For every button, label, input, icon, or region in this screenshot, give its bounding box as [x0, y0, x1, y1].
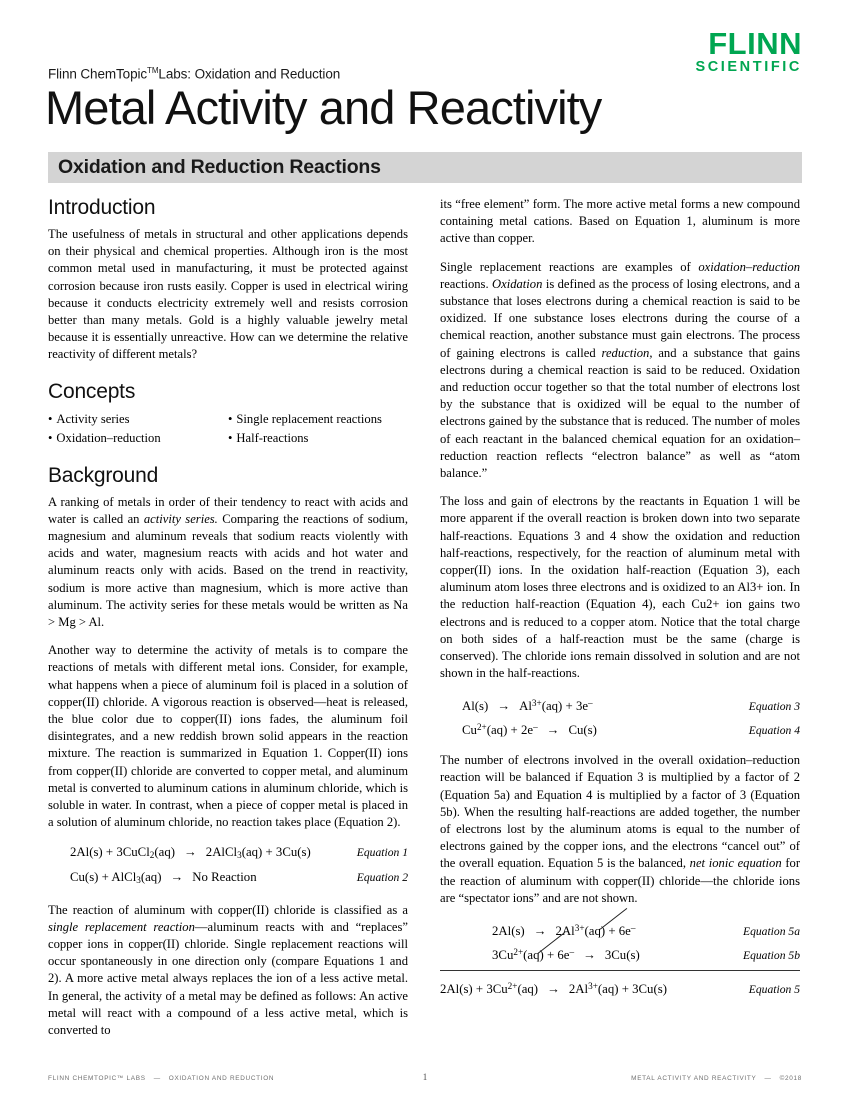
footer-separator: —	[764, 1075, 772, 1082]
eq4-reactant-charge: 2+	[476, 722, 487, 733]
bg-p1-a: A ranking of metals in order of their tendency to react with acids and water is called an	[48, 494, 408, 526]
concepts-list	[48, 410, 408, 448]
eq1-prod-formula-1: AlCl	[212, 845, 238, 860]
eq5a-plus: +	[608, 923, 616, 938]
eq1-prod-state-1: (aq)	[241, 845, 263, 860]
rp2-italic-1: oxidation–reduction	[698, 259, 800, 274]
equation-3-row	[440, 693, 800, 717]
left-column	[48, 196, 408, 1039]
list-item	[228, 410, 408, 429]
concept-label: Oxidation–reduction	[56, 430, 161, 445]
bg-p3-b: —aluminum reacts with and “replaces” copper ions in copper(II) chloride. Single replacement reactions will occur spontaneously in one direction only (compare Equations 1 and 2). A more active metal always replaces the ion of a less active metal. In general, the activity of a metal may be defined as follows: An active metal will react with a compound of a less active metal, which is converted to	[48, 919, 409, 1037]
page-title: Metal Activity and Reactivity	[45, 81, 602, 134]
reaction-arrow-icon: →	[533, 923, 547, 938]
rp2-b: reactions.	[440, 276, 493, 291]
eq4-reactant-formula: Cu	[462, 723, 477, 738]
eq5-plus-1: +	[475, 981, 484, 996]
concepts-column-2	[228, 410, 408, 448]
eq5-reactant-1: 2Al(s)	[440, 981, 473, 996]
eq5b-plus: +	[546, 947, 555, 962]
concept-label: Half-reactions	[236, 430, 309, 445]
eq5b-product: 3Cu(s)	[604, 947, 640, 962]
eq5a-reactant: 2Al(s)	[492, 923, 525, 938]
bg-p3-italic: single replacement reaction	[48, 919, 195, 934]
eq5-plus-2: +	[621, 981, 629, 996]
equation-1-label: Equation 1	[356, 846, 408, 860]
rp2-a: Single replacement reactions are examples of	[440, 259, 699, 274]
bullet-icon: •	[228, 430, 233, 445]
equation-5a-body	[440, 918, 635, 942]
right-paragraph-3: The loss and gain of electrons by the reactants in Equation 1 will be more apparent if the overall reaction is broken down into two separate half-reactions. Equations 3 and 4 show the oxidation and reduction half-reactions, respectively, for the reaction of aluminum metal with copper(II) ions. In the oxidation half-reaction (Equation 3), each aluminum atom loses three electrons and is oxidized to an Al3+ ion. In the reduction half-reaction (Equation 4), each Cu2+ ion gains two electrons and is reduced to a copper atom. Notice that the total charge on both sides of a half-reaction must be the same (charge is conserved). The chloride ions remain dissolved in solution and are not shown in the half-reactions.	[440, 494, 800, 681]
rp2-d: and a substance that gains electrons during a chemical reaction is said to be reduced. Oxidation and reduction occur together so that the total number of electrons lost by the substance that is oxidized will be equal to the number of electrons gained by the substance that is reduced. The number of moles of each reactant in the balanced chemical equation for an oxidation–reduction reaction reflects “electron balance” as well as “atom balance.”	[440, 345, 800, 481]
eq2-state: (aq)	[140, 869, 162, 884]
logo-tagline: SCIENTIFIC	[695, 59, 802, 75]
reaction-arrow-icon: →	[547, 981, 560, 996]
introduction-paragraph: The usefulness of metals in structural and other applications depends on their physical and chemical properties. Although iron is the most common metal used in manufacturing, it must be protected against corrosion because iron rusts easily. Copper is used in electrical wiring because it conducts electricity extremely well and resists corrosion better than many metals. Gold is a highly valuable jewelry metal because it is essentially unreactive. How can we determine the relative reactivity of different metals?	[48, 227, 408, 362]
eq3-electron-charge: –	[588, 698, 593, 709]
eq3-plus: +	[565, 699, 573, 714]
footer-copyright: ©2018	[779, 1075, 802, 1082]
reaction-arrow-icon: →	[183, 845, 197, 860]
eq5b-electrons: 6e	[557, 947, 570, 962]
footer-activity-title: METAL ACTIVITY AND REACTIVITY	[631, 1075, 757, 1082]
rp2-italic-2: Oxidation	[492, 276, 543, 291]
eq1-plus-2: +	[265, 845, 273, 860]
concepts-column-1	[48, 410, 228, 448]
eq2-reactant-1: Cu(s)	[70, 869, 99, 884]
heading-introduction: Introduction	[48, 196, 156, 219]
eq3-prod-formula: Al	[519, 699, 532, 714]
eq1-prod-coef-1: 2	[205, 845, 213, 860]
equation-4-label: Equation 4	[748, 724, 800, 738]
equation-5b-row	[440, 942, 800, 966]
eq2-product: No Reaction	[192, 869, 257, 884]
equation-5-row	[440, 976, 800, 1000]
eq4-electron-charge: –	[533, 722, 538, 733]
kicker-prefix: Flinn ChemTopic	[48, 66, 148, 82]
equation-5b-label: Equation 5b	[742, 948, 800, 962]
equation-2-label: Equation 2	[356, 870, 408, 884]
eq5-charge-2: 2+	[507, 980, 518, 991]
eq1-prod-sub-1: 3	[237, 850, 242, 861]
cancelled-electrons-5b	[557, 942, 574, 966]
equation-5b-body	[440, 942, 640, 966]
footer-topic: OXIDATION AND REDUCTION	[168, 1075, 275, 1082]
rp2-c: is defined as the process of losing electrons, and a substance that loses electrons during a chemical reaction is said to be oxidized. If one substance loses electrons during the course of a chemical reaction, another substance must gain electrons. The process of gaining electrons is called	[440, 276, 800, 360]
rp4-italic: net ionic equation	[689, 856, 782, 871]
footer-left	[48, 1075, 423, 1082]
bullet-icon: •	[228, 411, 233, 426]
equation-3-body	[440, 693, 593, 717]
reaction-arrow-icon: →	[546, 723, 560, 738]
eq2-formula: AlCl	[111, 869, 137, 884]
eq5a-electron-charge: –	[630, 923, 636, 934]
eq5-coef-2: 3	[486, 981, 493, 996]
eq5-formula-2: Cu	[492, 981, 508, 996]
eq5-prod-formula-1: Al	[575, 981, 589, 996]
equation-4-row	[440, 717, 800, 741]
eq5a-prod-charge: 3+	[574, 923, 585, 934]
eq3-prod-state: (aq)	[541, 699, 563, 714]
bullet-icon: •	[48, 411, 53, 426]
equation-5-label: Equation 5	[748, 982, 800, 996]
equation-5-body	[440, 976, 667, 1000]
footer-page-number: 1	[422, 1072, 428, 1082]
background-paragraph-2: Another way to determine the activity of metals is to compare the reactions of metals with different metal ions. Consider, for example, what happens when a piece of aluminum foil is placed in a solution of copper(II) chloride. A vigorous reaction is observed—heat is released, the blue color due to copper(II) ions fades, the aluminum foil disintegrates, and a new reddish brown solid appears in the reaction mixture. The reaction is summarized in Equation 1. Copper(II) ions from copper(II) chloride are converted to copper metal, and aluminum metal is converted to aluminum cations in aluminum chloride, which is soluble in water. In contrast, when a piece of copper metal is placed in a solution of aluminum chloride, no reaction takes place (Equation 2).	[48, 643, 408, 830]
reaction-arrow-icon: →	[497, 699, 511, 714]
equation-3-label: Equation 3	[748, 700, 800, 714]
bg-p1-b: Comparing the reactions of sodium, magnesium and aluminum reveals that sodium reacts violently with acids and water, magnesium reacts with acids and hot water and aluminum reacts only with acids. Based on the trend in reactivity, sodium is more active than magnesium, which is more active than aluminum. The activity series for these metals would be written as Na > Mg > Al.	[48, 511, 408, 630]
list-item	[48, 410, 228, 429]
eq2-sub: 3	[136, 874, 141, 885]
eq3-electrons: 3e	[575, 699, 589, 714]
eq5-product-2: 3Cu(s)	[632, 981, 667, 996]
equation-block-5	[440, 918, 800, 1000]
eq1-state-2: (aq)	[154, 845, 175, 860]
list-item	[228, 429, 408, 448]
equation-block-1-2	[48, 842, 408, 890]
eq5-prod-state-1: (aq)	[597, 981, 619, 996]
eq5a-prod-state: (aq)	[584, 923, 606, 938]
equation-sum-divider	[440, 970, 800, 971]
eq5b-formula: Cu	[498, 947, 514, 962]
eq4-plus: +	[510, 723, 518, 738]
right-paragraph-2	[440, 259, 800, 483]
kicker-suffix: Labs: Oxidation and Reduction	[158, 66, 341, 82]
background-paragraph-3	[48, 902, 408, 1040]
right-column	[440, 196, 800, 1011]
equation-2-body	[48, 867, 257, 891]
eq3-prod-charge: 3+	[531, 698, 542, 709]
footer-separator: —	[153, 1075, 161, 1082]
reaction-arrow-icon: →	[583, 947, 596, 962]
eq5a-prod-coef: 2	[555, 923, 562, 938]
equation-2-row	[48, 867, 408, 891]
rp4-a: The number of electrons involved in the overall oxidation–reduction reaction will be balanced if Equation 3 is multiplied by a factor of 2 (Equation 5a) and Equation 4 is multiplied by a factor of 3 (Equation 5b). When the resulting half-reactions are added together, the number of electrons lost by the aluminum atoms is equal to the number of electrons gained by the copper ions, and the electrons “cancel out” of the overall equation. Equation 5 is the balanced,	[440, 753, 800, 871]
list-item	[48, 429, 228, 448]
equation-block-3-4	[440, 693, 800, 741]
eq5a-electrons: 6e	[618, 923, 631, 938]
eq3-reactant: Al(s)	[462, 699, 489, 714]
eq4-electrons: 2e	[520, 723, 534, 738]
eq5-prod-coef-1: 2	[568, 981, 576, 996]
heading-concepts: Concepts	[48, 379, 136, 403]
equation-5a-label: Equation 5a	[742, 924, 800, 938]
trademark-symbol: TM	[147, 66, 159, 75]
footer-series: FLINN CHEMTOPIC™ LABS	[48, 1075, 146, 1082]
rp2-italic-3: reduction,	[601, 345, 653, 360]
page-footer	[48, 1072, 802, 1082]
logo-wordmark: FLINN	[708, 26, 802, 61]
eq2-plus: +	[101, 869, 109, 884]
cancelled-electrons-5a	[619, 918, 636, 942]
heading-background: Background	[48, 463, 159, 487]
section-banner-title: Oxidation and Reduction Reactions	[58, 156, 381, 178]
bg-p1-italic: activity series.	[143, 511, 218, 526]
background-paragraph-1	[48, 494, 408, 632]
rp4-b: for the reaction of aluminum with copper(II) chloride—the chloride ions are “spectator ions” and are not shown.	[440, 856, 801, 905]
footer-right	[427, 1075, 802, 1082]
eq5b-charge: 2+	[513, 946, 524, 957]
concept-label: Single replacement reactions	[236, 411, 382, 426]
right-paragraph-1: its “free element” form. The more active metal forms a new compound containing metal cations. Based on Equation 1, aluminum is more active than copper.	[440, 197, 800, 246]
eq5a-prod-formula: Al	[561, 923, 575, 938]
eq1-reactant-1: 2Al(s)	[70, 845, 103, 860]
eq5b-electron-charge: –	[569, 946, 575, 957]
flinn-scientific-logo	[695, 28, 802, 75]
equation-5a-row	[440, 918, 800, 942]
eq1-plus-1: +	[105, 845, 114, 860]
reaction-arrow-icon: →	[170, 869, 184, 884]
eq5b-coef: 3	[492, 947, 499, 962]
eq1-prod-2: 3Cu(s)	[275, 845, 311, 860]
right-paragraph-4	[440, 752, 800, 907]
eq5-state-2: (aq)	[517, 981, 539, 996]
equation-1-body	[48, 842, 311, 866]
concept-label: Activity series	[56, 411, 130, 426]
eq5b-state: (aq)	[523, 947, 544, 962]
eq1-formula-2: CuCl	[122, 845, 150, 860]
equation-1-row	[48, 842, 408, 866]
bullet-icon: •	[48, 430, 53, 445]
bg-p3-a: The reaction of aluminum with copper(II) chloride is classified as a	[48, 902, 408, 917]
eq5-prod-charge-1: 3+	[588, 980, 598, 991]
equation-4-body	[440, 717, 597, 741]
eq1-coef-2: 3	[116, 845, 123, 860]
eq4-product: Cu(s)	[568, 723, 597, 738]
eq1-sub-2: 2	[149, 850, 155, 861]
eq4-reactant-state: (aq)	[486, 723, 508, 738]
